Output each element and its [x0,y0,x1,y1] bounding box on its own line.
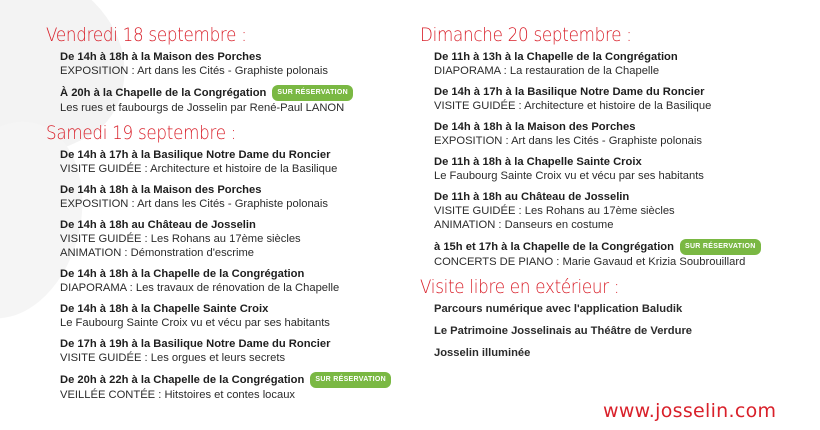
event-item [434,50,810,78]
outdoor-item: Le Patrimoine Josselinais au Théâtre de Verdure [434,325,693,337]
event-item [434,120,810,148]
event-item [434,239,810,269]
event-description: VISITE GUIDÉE : Les Rohans au 17ème siècles [434,205,675,217]
event-description: Le Faubourg Sainte Croix vu et vécu par ses habitants [60,317,330,329]
event-item [60,148,406,176]
event-item [434,85,810,113]
event-description: Les rues et faubourgs de Josselin par René-Paul LANON [60,102,345,114]
event-time-place: De 14h à 18h à la Chapelle de la Congrégation [60,268,305,280]
event-description: EXPOSITION : Art dans les Cités - Graphiste polonais [60,198,328,210]
event-time-place: De 14h à 18h à la Maison des Porches [60,51,262,63]
event-description: DIAPORAMA : La restauration de la Chapelle [434,65,660,77]
day-title: Vendredi 18 septembre : [46,24,247,46]
event-description: Le Faubourg Sainte Croix vu et vécu par ses habitants [434,170,704,182]
event-description: EXPOSITION : Art dans les Cités - Graphiste polonais [60,65,328,77]
event-time-place: De 14h à 18h à la Maison des Porches [60,184,262,196]
event-description-secondary: ANIMATION : Démonstration d'escrime [60,247,255,259]
section-title: Visite libre en extérieur : [420,276,620,298]
event-list [434,50,810,269]
website-link[interactable]: www.josselin.com [603,400,777,422]
event-item [60,85,406,115]
event-list [60,148,406,402]
event-description: VISITE GUIDÉE : Les Rohans au 17ème siècles [60,233,301,245]
event-item [60,50,406,78]
event-item [434,155,810,183]
event-time-place: De 14h à 17h à la Basilique Notre Dame du Roncier [60,149,331,161]
outdoor-item: Parcours numérique avec l'application Baludik [434,303,683,315]
event-time-place: De 14h à 17h à la Basilique Notre Dame du Roncier [434,86,705,98]
event-description: VEILLÉE CONTÉE : Hitstoires et contes locaux [60,389,296,401]
event-time-place: De 14h à 18h à la Chapelle Sainte Croix [60,303,269,315]
reservation-badge: SUR RÉSERVATION [272,85,353,101]
right-column [420,24,810,368]
event-description: VISITE GUIDÉE : Architecture et histoire de la Basilique [434,100,712,112]
event-description: CONCERTS DE PIANO : Marie Gavaud et Krizia Soubrouillard [434,256,746,268]
event-item [60,183,406,211]
event-time-place: À 20h à la Chapelle de la Congrégation [60,87,267,99]
event-item [60,218,406,260]
reservation-badge: SUR RÉSERVATION [310,372,391,388]
left-column [46,24,406,409]
event-list [60,50,406,115]
event-time-place: De 20h à 22h à la Chapelle de la Congrégation [60,374,305,386]
event-description-secondary: ANIMATION : Danseurs en costume [434,219,614,231]
outdoor-list [434,302,810,360]
outdoor-item: Josselin illuminée [434,347,531,359]
event-item [434,190,810,232]
day-title: Dimanche 20 septembre : [420,24,632,46]
event-time-place: De 11h à 18h au Château de Josselin [434,191,630,203]
event-time-place: De 11h à 18h à la Chapelle Sainte Croix [434,156,642,168]
event-item [60,337,406,365]
event-time-place: De 11h à 13h à la Chapelle de la Congrégation [434,51,678,63]
event-description: VISITE GUIDÉE : Les orgues et leurs secrets [60,352,286,364]
event-time-place: à 15h et 17h à la Chapelle de la Congrégation [434,241,674,253]
event-description: VISITE GUIDÉE : Architecture et histoire de la Basilique [60,163,338,175]
event-time-place: De 17h à 19h à la Basilique Notre Dame du Roncier [60,338,331,350]
event-time-place: De 14h à 18h au Château de Josselin [60,219,256,231]
day-title: Samedi 19 septembre : [46,122,237,144]
event-description: DIAPORAMA : Les travaux de rénovation de la Chapelle [60,282,340,294]
event-time-place: De 14h à 18h à la Maison des Porches [434,121,636,133]
event-item [60,372,406,402]
reservation-badge: SUR RÉSERVATION [680,239,761,255]
event-item [60,302,406,330]
event-description: EXPOSITION : Art dans les Cités - Graphiste polonais [434,135,702,147]
event-item [60,267,406,295]
